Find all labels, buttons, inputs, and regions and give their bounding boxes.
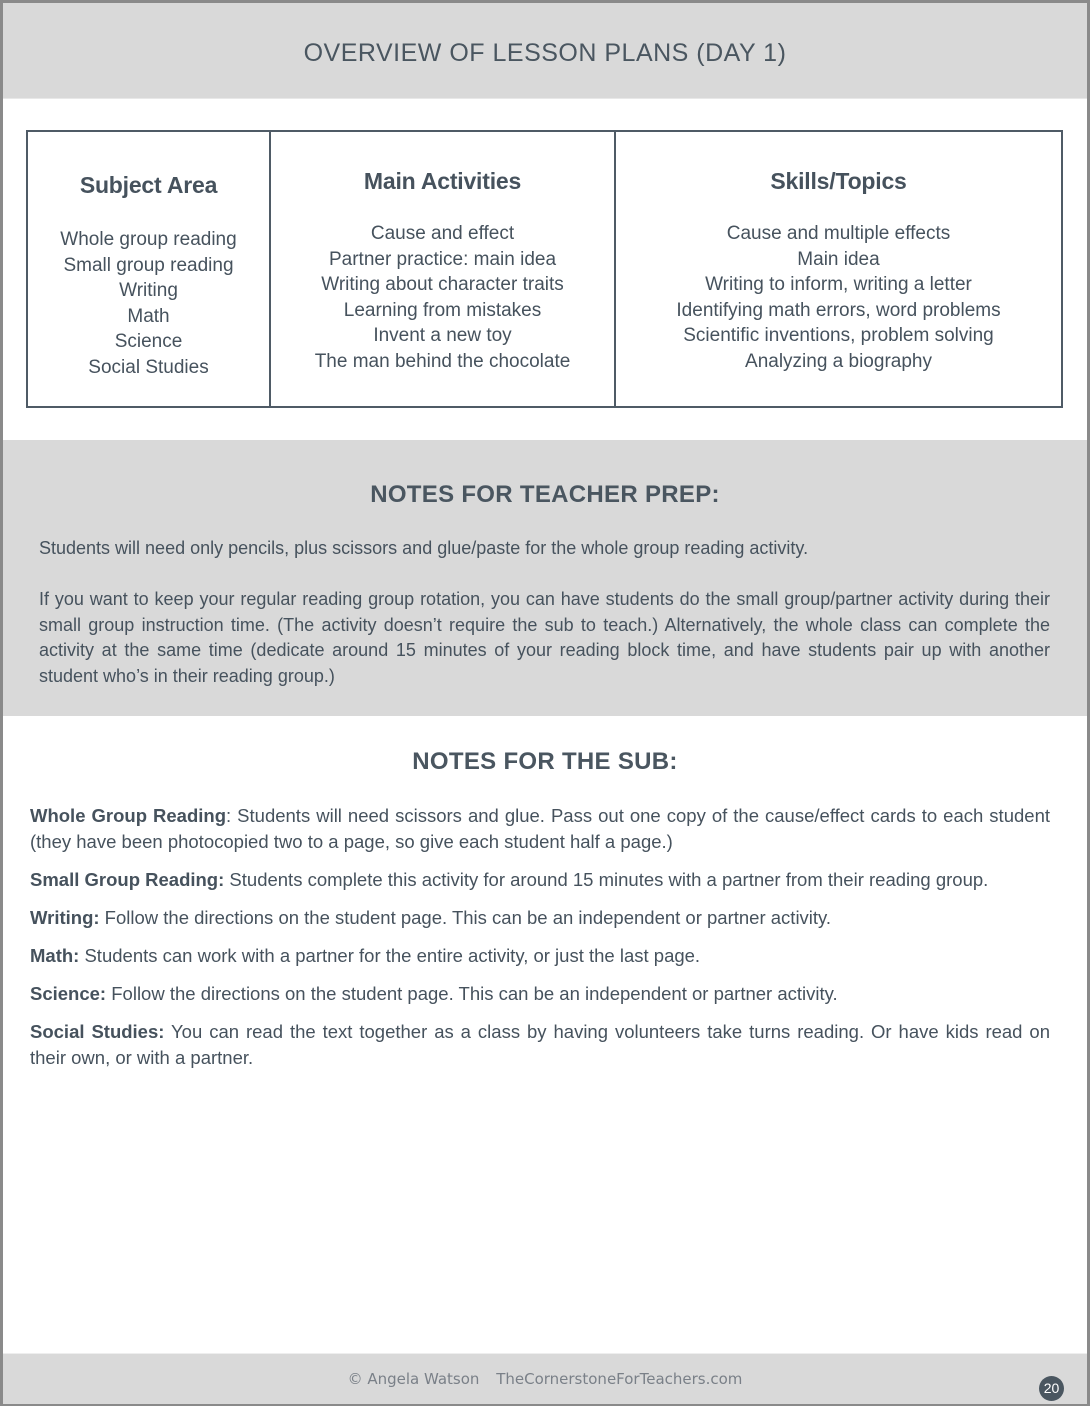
teacher-prep-title: NOTES FOR TEACHER PREP: [370,481,720,508]
note-label: Writing: [30,907,100,928]
page-footer [3,1353,1087,1404]
list-item: Writing [119,280,178,301]
list-item: Partner practice: main idea [328,248,557,270]
note-text: Students complete this activity for around 15 minutes with a partner from their reading group. [224,869,989,890]
list-item: The man behind the chocolate [314,350,571,372]
list-item: Writing to inform, writing a letter [705,274,972,295]
list-item: Main idea [797,248,880,270]
sub-note-science [30,981,1050,1007]
note-label: Science: [30,983,107,1004]
document-page [3,3,1087,1403]
note-label: Social Studies: [30,1021,165,1042]
list-item: Science [114,331,183,352]
note-text: Follow the directions on the student page. This can be an independent or partner activity. [99,907,832,928]
lesson-overview-table [26,130,1063,408]
list-item: Identifying math errors, word problems [676,299,1001,321]
sub-note-social-studies [30,1019,1050,1071]
list-item: Scientific inventions, problem solving [683,325,994,346]
skills-topics-column [615,131,1062,407]
note-label: Math: [30,945,80,966]
list-item: Analyzing a biography [745,350,932,372]
page-title: OVERVIEW OF LESSON PLANS (DAY 1) [303,39,787,67]
column-heading: Subject Area [79,172,218,198]
note-text: Students can work with a partner for the entire activity, or just the last page. [79,945,701,966]
note-text: Follow the directions on the student page. This can be an independent or partner activity. [106,983,838,1004]
list-item: Small group reading [63,254,234,276]
sub-note-math [30,943,1050,969]
sub-note-small-group-reading [30,867,1050,893]
sub-notes-title: NOTES FOR THE SUB: [412,748,678,775]
note-label: Small Group Reading: [30,869,225,890]
teacher-prep-section [3,440,1087,716]
footer-credits [3,1370,1087,1388]
copyright-text: © Angela Watson [347,1370,480,1388]
website-link[interactable]: TheCornerstoneForTeachers.com [496,1370,743,1388]
column-heading: Skills/Topics [770,168,907,194]
sub-note-writing [30,905,1050,931]
list-item: Whole group reading [60,229,237,250]
list-item: Cause and effect [370,223,515,244]
main-activities-column [270,131,615,407]
column-heading: Main Activities [363,168,522,194]
teacher-prep-paragraph: Students will need only pencils, plus scissors and glue/paste for the whole group reading activity. [39,538,809,558]
subject-area-column [27,131,270,407]
list-item: Math [127,305,170,327]
note-label: Whole Group Reading [30,805,227,826]
list-item: Learning from mistakes [343,299,542,321]
sub-note-whole-group-reading [30,803,1050,855]
sub-notes-list [30,803,1050,1083]
note-text: You can read the text together as a class by having volunteers take turns reading. Or have kids read on their own, or with a partner. [30,1021,1050,1068]
title-band [3,3,1087,99]
list-item: Cause and multiple effects [726,223,951,244]
list-item: Invent a new toy [373,325,512,346]
list-item: Writing about character traits [321,274,564,295]
note-text: : Students will need scissors and glue. Pass out one copy of the cause/effect cards to each student (they have been photocopied two to a page, so give each student half a page.) [30,805,1050,852]
page-number-badge: 20 [1039,1376,1064,1401]
list-item: Social Studies [88,356,209,378]
teacher-prep-paragraph: If you want to keep your regular reading group rotation, you can have students do the small group/partner activity during their small group instruction time. (The activity doesn’t require the sub to teach.) Alternatively, the whole class can complete the activity at the same time (dedicate around 15 minutes of your reading block time, and have students pair up with another student who’s in their reading group.) [39,589,1050,686]
